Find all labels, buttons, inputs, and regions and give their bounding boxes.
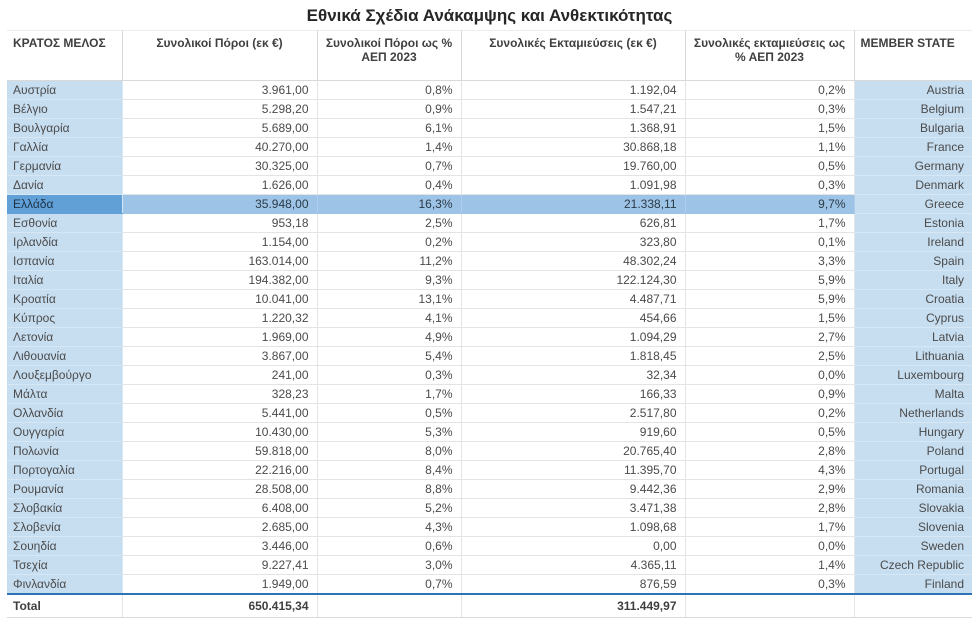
- disbursements-cell: 3.471,38: [461, 499, 685, 518]
- resources-cell: 9.227,41: [122, 556, 317, 575]
- column-header-resources-pct-gdp[interactable]: Συνολικοί Πόροι ως % ΑΕΠ 2023: [317, 31, 461, 81]
- resources-cell: 28.508,00: [122, 480, 317, 499]
- resources-cell: 30.325,00: [122, 157, 317, 176]
- member-state-cell: Estonia: [854, 214, 972, 233]
- total-disbursements-pct-empty: [685, 594, 854, 618]
- country-name-cell: Ιταλία: [7, 271, 122, 290]
- table-row[interactable]: [7, 176, 972, 195]
- disbursements-pct-cell: 0,0%: [685, 537, 854, 556]
- resources-cell: 3.446,00: [122, 537, 317, 556]
- resources-pct-cell: 8,4%: [317, 461, 461, 480]
- resources-pct-cell: 0,7%: [317, 575, 461, 595]
- resources-pct-cell: 4,9%: [317, 328, 461, 347]
- table-row[interactable]: [7, 556, 972, 575]
- resources-cell: 10.041,00: [122, 290, 317, 309]
- resources-cell: 163.014,00: [122, 252, 317, 271]
- member-state-cell: Latvia: [854, 328, 972, 347]
- disbursements-cell: 122.124,30: [461, 271, 685, 290]
- disbursements-pct-cell: 1,4%: [685, 556, 854, 575]
- column-header-member-state-en[interactable]: MEMBER STATE: [854, 31, 972, 81]
- table-row[interactable]: [7, 480, 972, 499]
- table-row[interactable]: [7, 119, 972, 138]
- disbursements-pct-cell: 1,7%: [685, 214, 854, 233]
- disbursements-pct-cell: 2,8%: [685, 499, 854, 518]
- disbursements-cell: 1.192,04: [461, 81, 685, 100]
- resources-pct-cell: 8,0%: [317, 442, 461, 461]
- resources-pct-cell: 1,4%: [317, 138, 461, 157]
- disbursements-cell: 19.760,00: [461, 157, 685, 176]
- resources-cell: 5.441,00: [122, 404, 317, 423]
- disbursements-cell: 32,34: [461, 366, 685, 385]
- table-row[interactable]: [7, 537, 972, 556]
- disbursements-cell: 4.487,71: [461, 290, 685, 309]
- country-name-cell: Κροατία: [7, 290, 122, 309]
- resources-cell: 5.298,20: [122, 100, 317, 119]
- resources-cell: 22.216,00: [122, 461, 317, 480]
- member-state-cell: Hungary: [854, 423, 972, 442]
- disbursements-cell: 30.868,18: [461, 138, 685, 157]
- resources-cell: 35.948,00: [122, 195, 317, 214]
- country-name-cell: Λιθουανία: [7, 347, 122, 366]
- total-disbursements-value: 311.449,97: [461, 594, 685, 618]
- disbursements-pct-cell: 0,5%: [685, 157, 854, 176]
- country-name-cell: Πορτογαλία: [7, 461, 122, 480]
- country-name-cell: Γαλλία: [7, 138, 122, 157]
- country-name-cell: Ιρλανδία: [7, 233, 122, 252]
- disbursements-pct-cell: 9,7%: [685, 195, 854, 214]
- disbursements-pct-cell: 1,5%: [685, 119, 854, 138]
- disbursements-cell: 323,80: [461, 233, 685, 252]
- disbursements-pct-cell: 1,7%: [685, 518, 854, 537]
- disbursements-pct-cell: 2,8%: [685, 442, 854, 461]
- resources-pct-cell: 13,1%: [317, 290, 461, 309]
- total-resources-value: 650.415,34: [122, 594, 317, 618]
- resources-pct-cell: 0,7%: [317, 157, 461, 176]
- resources-pct-cell: 2,5%: [317, 214, 461, 233]
- resources-pct-cell: 0,9%: [317, 100, 461, 119]
- disbursements-pct-cell: 1,5%: [685, 309, 854, 328]
- total-member-empty: [854, 594, 972, 618]
- member-state-cell: Italy: [854, 271, 972, 290]
- member-state-cell: Portugal: [854, 461, 972, 480]
- country-name-cell: Δανία: [7, 176, 122, 195]
- resources-pct-cell: 0,5%: [317, 404, 461, 423]
- resources-pct-cell: 0,3%: [317, 366, 461, 385]
- member-state-cell: Bulgaria: [854, 119, 972, 138]
- resources-cell: 59.818,00: [122, 442, 317, 461]
- table-row[interactable]: [7, 347, 972, 366]
- country-name-cell: Σουηδία: [7, 537, 122, 556]
- table-row[interactable]: [7, 575, 972, 595]
- table-row[interactable]: [7, 423, 972, 442]
- member-state-cell: Slovakia: [854, 499, 972, 518]
- resources-pct-cell: 4,3%: [317, 518, 461, 537]
- table-body: [7, 81, 972, 595]
- member-state-cell: Croatia: [854, 290, 972, 309]
- resources-pct-cell: 3,0%: [317, 556, 461, 575]
- member-state-cell: Malta: [854, 385, 972, 404]
- member-state-cell: Greece: [854, 195, 972, 214]
- member-state-cell: Spain: [854, 252, 972, 271]
- member-state-cell: Belgium: [854, 100, 972, 119]
- disbursements-pct-cell: 0,3%: [685, 575, 854, 595]
- table-row[interactable]: [7, 195, 972, 214]
- column-header-member-state-el[interactable]: ΚΡΑΤΟΣ ΜΕΛΟΣ: [7, 31, 122, 81]
- column-header-total-resources[interactable]: Συνολικοί Πόροι (εκ €): [122, 31, 317, 81]
- member-state-cell: France: [854, 138, 972, 157]
- country-name-cell: Λουξεμβούργο: [7, 366, 122, 385]
- resources-cell: 1.220,32: [122, 309, 317, 328]
- disbursements-pct-cell: 4,3%: [685, 461, 854, 480]
- resources-cell: 1.969,00: [122, 328, 317, 347]
- resources-cell: 10.430,00: [122, 423, 317, 442]
- table-row[interactable]: [7, 461, 972, 480]
- disbursements-cell: 1.098,68: [461, 518, 685, 537]
- member-state-cell: Ireland: [854, 233, 972, 252]
- disbursements-cell: 2.517,80: [461, 404, 685, 423]
- member-state-cell: Cyprus: [854, 309, 972, 328]
- member-state-cell: Germany: [854, 157, 972, 176]
- resources-cell: 1.949,00: [122, 575, 317, 595]
- disbursements-cell: 1.094,29: [461, 328, 685, 347]
- resources-pct-cell: 8,8%: [317, 480, 461, 499]
- disbursements-cell: 4.365,11: [461, 556, 685, 575]
- table-row[interactable]: [7, 271, 972, 290]
- disbursements-pct-cell: 2,5%: [685, 347, 854, 366]
- resources-cell: 1.626,00: [122, 176, 317, 195]
- disbursements-pct-cell: 0,1%: [685, 233, 854, 252]
- country-name-cell: Τσεχία: [7, 556, 122, 575]
- disbursements-pct-cell: 0,0%: [685, 366, 854, 385]
- table-row[interactable]: [7, 214, 972, 233]
- country-name-cell: Ισπανία: [7, 252, 122, 271]
- column-header-total-disbursements[interactable]: Συνολικές Εκταμιεύσεις (εκ €): [461, 31, 685, 81]
- resources-cell: 2.685,00: [122, 518, 317, 537]
- country-name-cell: Σλοβενία: [7, 518, 122, 537]
- country-name-cell: Ουγγαρία: [7, 423, 122, 442]
- member-state-cell: Lithuania: [854, 347, 972, 366]
- resources-pct-cell: 11,2%: [317, 252, 461, 271]
- resources-cell: 241,00: [122, 366, 317, 385]
- member-state-cell: Netherlands: [854, 404, 972, 423]
- disbursements-pct-cell: 3,3%: [685, 252, 854, 271]
- resources-cell: 3.867,00: [122, 347, 317, 366]
- table-row[interactable]: [7, 157, 972, 176]
- country-name-cell: Βουλγαρία: [7, 119, 122, 138]
- resources-cell: 5.689,00: [122, 119, 317, 138]
- table-row[interactable]: [7, 138, 972, 157]
- member-state-cell: Austria: [854, 81, 972, 100]
- table-row[interactable]: [7, 252, 972, 271]
- disbursements-pct-cell: 2,9%: [685, 480, 854, 499]
- table-row[interactable]: [7, 290, 972, 309]
- resources-cell: 953,18: [122, 214, 317, 233]
- table-row[interactable]: [7, 442, 972, 461]
- country-name-cell: Ολλανδία: [7, 404, 122, 423]
- resources-cell: 194.382,00: [122, 271, 317, 290]
- table-row[interactable]: [7, 366, 972, 385]
- disbursements-pct-cell: 0,3%: [685, 176, 854, 195]
- member-state-cell: Czech Republic: [854, 556, 972, 575]
- table-row[interactable]: [7, 499, 972, 518]
- resources-pct-cell: 6,1%: [317, 119, 461, 138]
- resources-pct-cell: 1,7%: [317, 385, 461, 404]
- resources-pct-cell: 0,4%: [317, 176, 461, 195]
- disbursements-cell: 1.368,91: [461, 119, 685, 138]
- disbursements-cell: 919,60: [461, 423, 685, 442]
- disbursements-pct-cell: 0,3%: [685, 100, 854, 119]
- table-row[interactable]: [7, 100, 972, 119]
- resources-pct-cell: 0,2%: [317, 233, 461, 252]
- table-row[interactable]: [7, 404, 972, 423]
- country-name-cell: Εσθονία: [7, 214, 122, 233]
- disbursements-cell: 9.442,36: [461, 480, 685, 499]
- disbursements-cell: 11.395,70: [461, 461, 685, 480]
- resources-pct-cell: 0,8%: [317, 81, 461, 100]
- country-name-cell: Φινλανδία: [7, 575, 122, 595]
- page-title: Εθνικά Σχέδια Ανάκαμψης και Ανθεκτικότητας: [306, 6, 673, 25]
- country-name-cell: Γερμανία: [7, 157, 122, 176]
- resources-pct-cell: 5,2%: [317, 499, 461, 518]
- table-footer: [7, 594, 972, 618]
- country-name-cell: Ελλάδα: [7, 195, 122, 214]
- column-header-disbursements-pct-gdp[interactable]: Συνολικές εκταμιεύσεις ως % ΑΕΠ 2023: [685, 31, 854, 81]
- table-row[interactable]: [7, 328, 972, 347]
- total-label: Total: [7, 594, 122, 618]
- country-name-cell: Σλοβακία: [7, 499, 122, 518]
- resources-cell: 328,23: [122, 385, 317, 404]
- total-resources-pct-empty: [317, 594, 461, 618]
- disbursements-pct-cell: 1,1%: [685, 138, 854, 157]
- resources-pct-cell: 16,3%: [317, 195, 461, 214]
- table-header: [7, 31, 972, 81]
- resources-pct-cell: 5,4%: [317, 347, 461, 366]
- table-row[interactable]: [7, 81, 972, 100]
- disbursements-cell: 1.091,98: [461, 176, 685, 195]
- disbursements-pct-cell: 5,9%: [685, 271, 854, 290]
- country-name-cell: Κύπρος: [7, 309, 122, 328]
- resources-pct-cell: 0,6%: [317, 537, 461, 556]
- total-row: [7, 594, 972, 618]
- country-name-cell: Βέλγιο: [7, 100, 122, 119]
- disbursements-cell: 21.338,11: [461, 195, 685, 214]
- disbursements-cell: 0,00: [461, 537, 685, 556]
- table-row[interactable]: [7, 233, 972, 252]
- resources-pct-cell: 5,3%: [317, 423, 461, 442]
- resources-cell: 40.270,00: [122, 138, 317, 157]
- member-state-cell: Luxembourg: [854, 366, 972, 385]
- disbursements-cell: 166,33: [461, 385, 685, 404]
- disbursements-cell: 876,59: [461, 575, 685, 595]
- disbursements-pct-cell: 5,9%: [685, 290, 854, 309]
- disbursements-pct-cell: 0,2%: [685, 81, 854, 100]
- disbursements-cell: 20.765,40: [461, 442, 685, 461]
- table-row[interactable]: [7, 385, 972, 404]
- country-name-cell: Λετονία: [7, 328, 122, 347]
- member-state-cell: Denmark: [854, 176, 972, 195]
- resources-cell: 6.408,00: [122, 499, 317, 518]
- country-name-cell: Πολωνία: [7, 442, 122, 461]
- recovery-plans-table: [7, 30, 972, 618]
- disbursements-cell: 454,66: [461, 309, 685, 328]
- member-state-cell: Poland: [854, 442, 972, 461]
- disbursements-cell: 626,81: [461, 214, 685, 233]
- resources-cell: 3.961,00: [122, 81, 317, 100]
- resources-pct-cell: 4,1%: [317, 309, 461, 328]
- resources-cell: 1.154,00: [122, 233, 317, 252]
- disbursements-pct-cell: 2,7%: [685, 328, 854, 347]
- disbursements-pct-cell: 0,5%: [685, 423, 854, 442]
- member-state-cell: Romania: [854, 480, 972, 499]
- disbursements-pct-cell: 0,2%: [685, 404, 854, 423]
- table-row[interactable]: [7, 309, 972, 328]
- country-name-cell: Ρουμανία: [7, 480, 122, 499]
- member-state-cell: Sweden: [854, 537, 972, 556]
- disbursements-cell: 1.547,21: [461, 100, 685, 119]
- table-row[interactable]: [7, 518, 972, 537]
- country-name-cell: Μάλτα: [7, 385, 122, 404]
- member-state-cell: Slovenia: [854, 518, 972, 537]
- resources-pct-cell: 9,3%: [317, 271, 461, 290]
- member-state-cell: Finland: [854, 575, 972, 595]
- disbursements-cell: 48.302,24: [461, 252, 685, 271]
- country-name-cell: Αυστρία: [7, 81, 122, 100]
- disbursements-cell: 1.818,45: [461, 347, 685, 366]
- disbursements-pct-cell: 0,9%: [685, 385, 854, 404]
